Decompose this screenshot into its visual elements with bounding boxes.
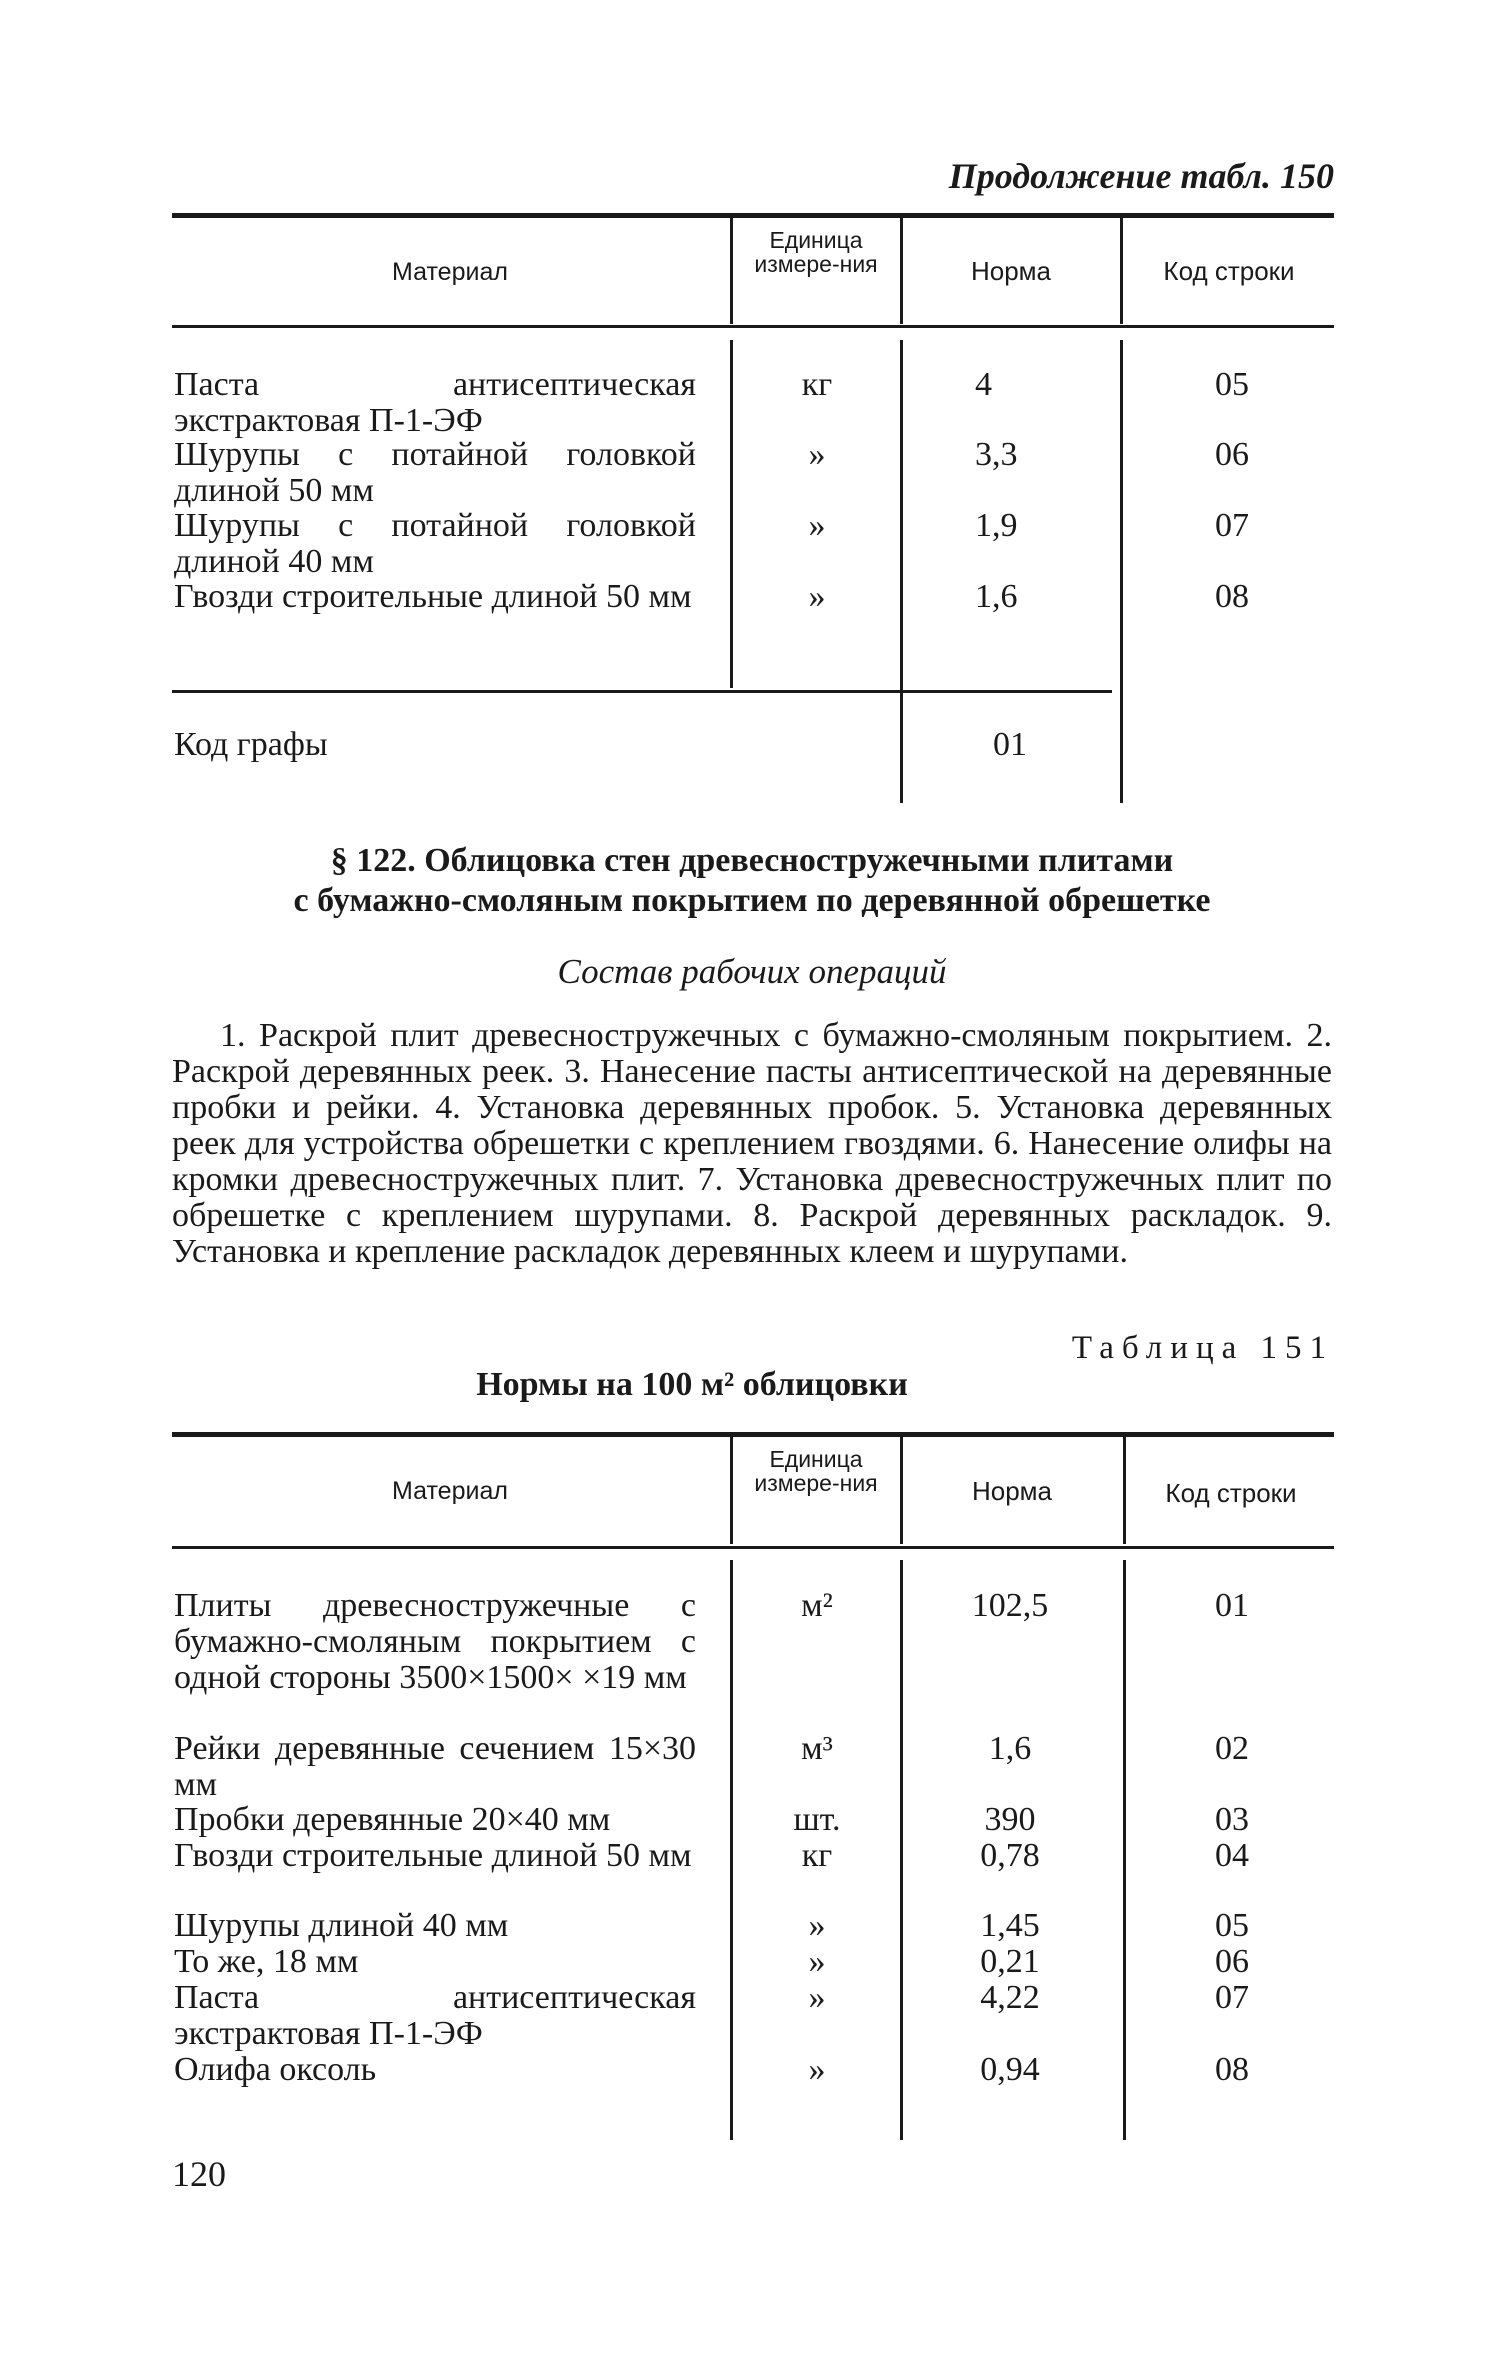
table-row-norm: 0,94 xyxy=(980,2051,1040,2088)
operations-paragraph: 1. Раскрой плит древесностружечных с бумажно-смоляным покрытием. 2. Раскрой деревянных реек. 3. Нанесение пасты антисептической на деревянные пробки и рейки. 4. Установка деревянных пробок. 5. Установка деревянных реек для устройства обрешетки с креплением гвоздями. 6. Нанесение олифы на кромки древесностружечных плит. 7. Установка древесностружечных плит по обрешетке с креплением шурупами. 8. Раскрой деревянных раскладок. 9. Установка и крепление раскладок деревянных клеем и шурупами. xyxy=(172,1017,1332,1270)
table-row-material: Плиты древесностружечные с бумажно-смоляным покрытием с одной стороны 3500×1500× ×19 мм xyxy=(174,1587,696,1696)
table-row-unit: шт. xyxy=(793,1801,841,1838)
continuation-title: Продолжение табл. 150 xyxy=(948,156,1334,196)
page-number: 120 xyxy=(172,2154,226,2194)
table-row-norm: 102,5 xyxy=(971,1587,1049,1624)
table-row-material: Олифа оксоль xyxy=(174,2051,377,2088)
table-row-material: Рейки деревянные сечением 15×30 мм xyxy=(174,1730,696,1803)
header-code: Код строки xyxy=(1165,1478,1297,1508)
table-row-code: 05 xyxy=(1215,1907,1249,1944)
table-row-unit: кг xyxy=(801,366,833,403)
column-divider xyxy=(1120,340,1123,803)
table-row-norm: 0,78 xyxy=(980,1837,1040,1874)
table-top-rule xyxy=(172,1432,1334,1437)
table-row-code: 05 xyxy=(1215,366,1249,403)
table-row-material: Паста антисептическая экстрактовая П-1-ЭФ xyxy=(174,1979,696,2052)
table-row-material: Шурупы с потайной головкой длиной 40 мм xyxy=(174,507,696,580)
table-row-material: Паста антисептическая экстрактовая П-1-ЭФ xyxy=(174,366,696,439)
header-unit: Единица измере-ния xyxy=(754,227,878,277)
column-divider xyxy=(900,340,903,803)
table-row-norm: 1,45 xyxy=(980,1907,1040,1944)
table-row-material: Шурупы с потайной головкой длиной 50 мм xyxy=(174,436,696,509)
header-material: Материал xyxy=(392,1477,508,1505)
table-row-code: 01 xyxy=(1215,1587,1249,1624)
footer-label: Код графы xyxy=(174,726,328,763)
table-number-label: Таблица 151 xyxy=(1071,1330,1334,1366)
table-row-code: 06 xyxy=(1215,436,1249,473)
table-row-material: Шурупы длиной 40 мм xyxy=(174,1907,509,1944)
table-row-norm: 1,6 xyxy=(975,578,1018,615)
table-row-unit: » xyxy=(808,507,826,544)
table-row-material: Гвозди строительные длиной 50 мм xyxy=(174,1837,692,1874)
table-row-unit: » xyxy=(808,1907,826,1944)
table-row-code: 06 xyxy=(1215,1943,1249,1980)
table-row-unit: » xyxy=(808,1943,826,1980)
table-row-code: 07 xyxy=(1215,507,1249,544)
table-row-norm: 4,22 xyxy=(980,1979,1040,2016)
table-row-unit: » xyxy=(808,1979,826,2016)
footer-rule xyxy=(172,690,1112,693)
table-row-code: 08 xyxy=(1215,578,1249,615)
table-row-unit: м³ xyxy=(801,1730,833,1767)
section-subtitle: с бумажно-смоляным покрытием по деревянной обрешетке xyxy=(293,882,1211,919)
table-row-unit: кг xyxy=(801,1837,833,1874)
table-row-unit: м² xyxy=(801,1587,833,1624)
table-row-code: 04 xyxy=(1215,1837,1249,1874)
header-unit: Единица измере-ния xyxy=(754,1446,878,1496)
column-divider xyxy=(1123,1560,1126,2140)
table-row-norm: 1,9 xyxy=(975,507,1018,544)
table-row-code: 03 xyxy=(1215,1801,1249,1838)
table-row-norm: 1,6 xyxy=(988,1730,1032,1767)
header-code: Код строки xyxy=(1163,256,1295,286)
table-row-code: 08 xyxy=(1215,2051,1249,2088)
table-row-material: Пробки деревянные 20×40 мм xyxy=(174,1801,611,1838)
header-norm: Норма xyxy=(971,1476,1053,1506)
table-row-norm: 3,3 xyxy=(975,436,1018,473)
table-row-material: То же, 18 мм xyxy=(174,1943,359,1980)
footer-value: 01 xyxy=(993,726,1027,763)
table-row-norm: 4 xyxy=(975,366,992,403)
table-top-rule xyxy=(172,213,1334,218)
header-bottom-rule xyxy=(172,325,1334,328)
table-row-unit: » xyxy=(808,436,826,473)
header-norm: Норма xyxy=(970,256,1052,286)
table-row-material: Гвозди строительные длиной 50 мм xyxy=(174,578,692,615)
table-title: Нормы на 100 м² облицовки xyxy=(476,1366,908,1403)
table-row-norm: 0,21 xyxy=(980,1943,1040,1980)
operations-title: Состав рабочих операций xyxy=(557,952,947,991)
section-title: § 122. Облицовка стен древесностружечными плитами xyxy=(330,842,1174,879)
header-bottom-rule xyxy=(172,1546,1334,1549)
table-row-code: 02 xyxy=(1215,1730,1249,1767)
header-material: Материал xyxy=(392,258,508,286)
table-row-code: 07 xyxy=(1215,1979,1249,2016)
table-row-unit: » xyxy=(808,2051,826,2088)
table-row-norm: 390 xyxy=(984,1801,1036,1838)
table-row-unit: » xyxy=(808,578,826,615)
